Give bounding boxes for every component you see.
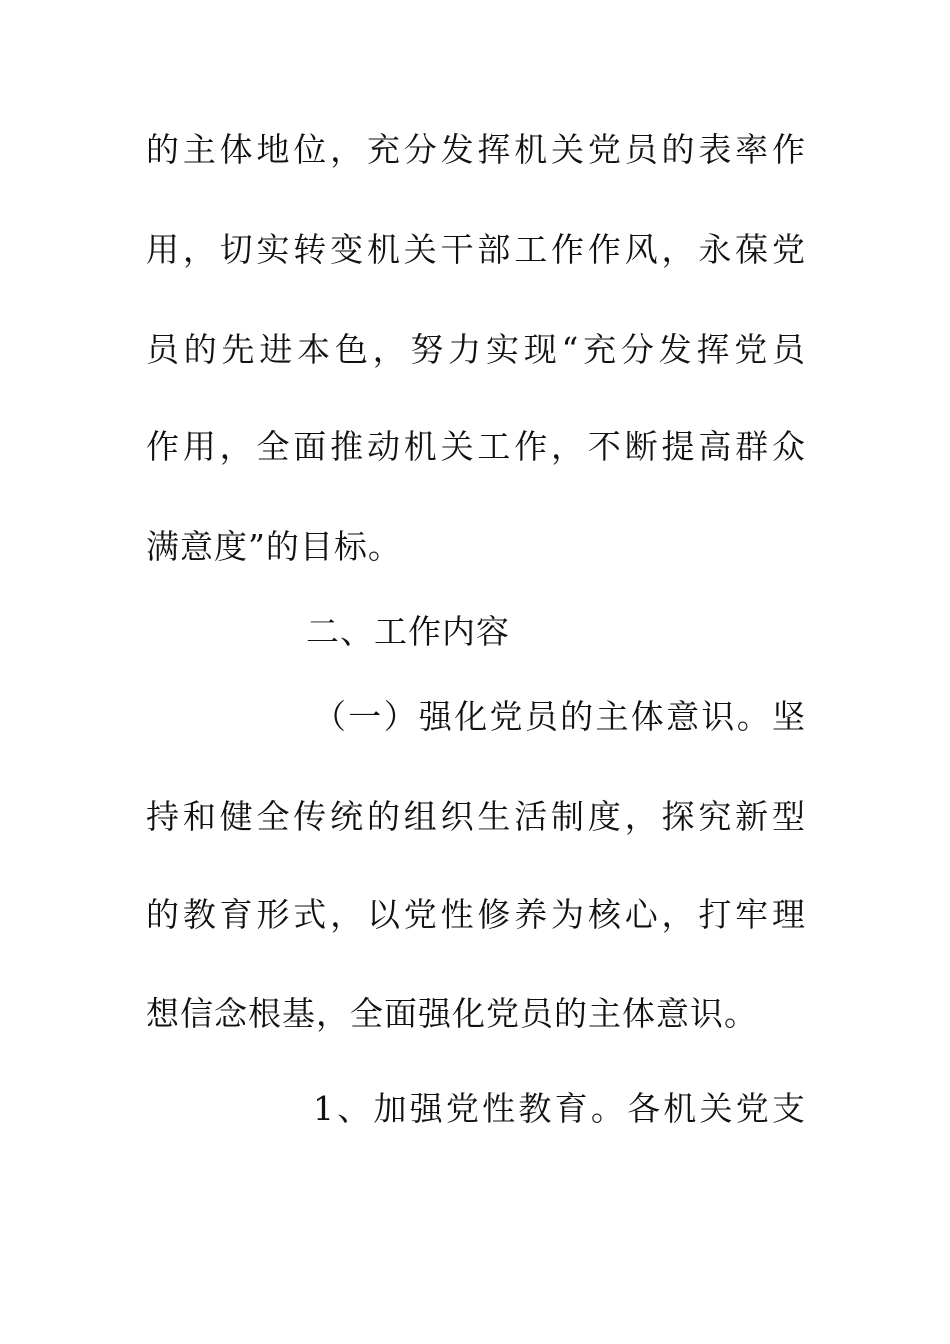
section-heading: 二、工作内容	[306, 612, 510, 651]
paragraph-line: 员的先进本色，努力实现“充分发挥党员	[146, 330, 806, 369]
paragraph-line: 作用，全面推动机关工作，不断提高群众	[146, 427, 806, 466]
paragraph-line: 满意度”的目标。	[146, 527, 402, 566]
paragraph-line: 的教育形式，以党性修养为核心，打牢理	[146, 895, 806, 934]
paragraph-line: 持和健全传统的组织生活制度，探究新型	[146, 797, 806, 836]
subsection-heading: （一）强化党员的主体意识。坚	[313, 697, 806, 736]
paragraph-line: 想信念根基，全面强化党员的主体意识。	[146, 994, 758, 1033]
list-item-heading: 1、加强党性教育。各机关党支	[313, 1089, 806, 1128]
paragraph-line: 用，切实转变机关干部工作作风，永葆党	[146, 230, 806, 269]
paragraph-line: 的主体地位，充分发挥机关党员的表率作	[146, 130, 806, 169]
